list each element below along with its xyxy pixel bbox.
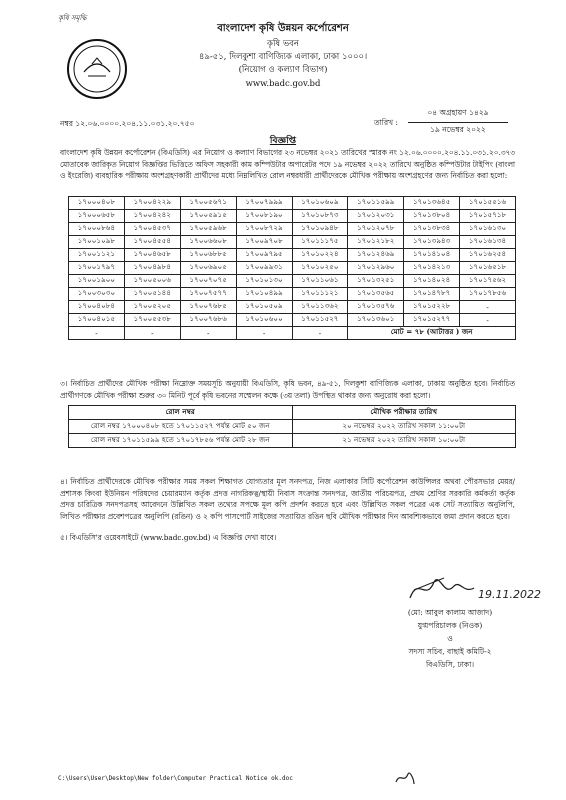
roll-cell: ১৭০১০২২৪: [292, 249, 348, 262]
roll-cell: ১৭০০৫৯১৫: [180, 210, 236, 223]
signatory-conj: ও: [447, 634, 453, 643]
roll-cell: ১৭০০৫২০৫: [124, 301, 180, 314]
roll-cell: ১৭০১৫৫১৬: [460, 197, 516, 210]
roll-row: [69, 197, 516, 210]
roll-cell: ১৭০০৮৭২৯: [236, 223, 292, 236]
roll-cell: ১৭০১২৪৬৯: [348, 249, 404, 262]
roll-cell: ১৭০০৯৭০৮: [236, 236, 292, 249]
roll-cell: ১৭০০৯৯৩১: [236, 262, 292, 275]
schedule-table: [68, 405, 516, 448]
signatory-name: (মো: আবুল কালাম আজাদ): [407, 608, 493, 617]
roll-cell: ১৭০১২১৮২: [348, 236, 404, 249]
roll-row: [69, 210, 516, 223]
initials-mark: [394, 770, 416, 786]
website-link[interactable]: www.badc.gov.bd: [245, 79, 321, 89]
roll-cell: ১৭০১৩৮৩৪: [404, 223, 460, 236]
roll-cell: ১৭০০৭৬৮৬: [180, 314, 236, 327]
roll-total-dash: -: [180, 327, 236, 340]
schedule-header-roll: রোল নম্বর: [69, 406, 293, 420]
roll-cell: ১৭০০৪২২৯: [124, 197, 180, 210]
roll-row: [69, 249, 516, 262]
roll-cell: ১৭০০১৯০০: [69, 275, 125, 288]
roll-cell: ১৭০০৪২৪২: [124, 210, 180, 223]
roll-row: [69, 223, 516, 236]
schedule-date: ২১ নভেম্বর ২০২২ তারিখ সকাল ১০:০০টা: [292, 434, 516, 448]
roll-cell: ১৭০১২০৩১: [348, 210, 404, 223]
roll-total: মোট = ৭৮ (আটাত্তর ) জন: [348, 327, 516, 340]
roll-cell: ১৭০০৯৭৯৫: [236, 249, 292, 262]
roll-cell: ১৭০১১৩৬২: [292, 301, 348, 314]
roll-total-dash: -: [124, 327, 180, 340]
roll-cell: ১৭০১৭৫৬২: [460, 275, 516, 288]
roll-cell: ১৭০০৮১৯০: [236, 210, 292, 223]
roll-row: [69, 301, 516, 314]
roll-row: [69, 314, 516, 327]
handwritten-signature: [404, 568, 544, 608]
file-path-footer: C:\Users\User\Desktop\New folder\Computer Practical Notice ok.doc: [58, 775, 293, 782]
signatory-role: সদস্য সচিব, বাছাই কমিটি-২: [408, 647, 492, 656]
roll-cell: ১৭০১১১৭৫: [292, 236, 348, 249]
roll-cell: ১৭০০১১২১: [69, 249, 125, 262]
roll-cell: ১৭০১০১৩০: [236, 275, 292, 288]
roll-cell: ১৭০০৫১৪৪: [124, 288, 180, 301]
date-divider: [408, 122, 508, 123]
motto: কৃষি সমৃদ্ধি: [58, 14, 87, 22]
roll-cell: ১৭০০১৭৯৭: [69, 262, 125, 275]
roll-cell: ১৭০০৪০১৫: [69, 314, 125, 327]
roll-cell: ১৭০১৬৫১৮: [460, 262, 516, 275]
roll-cell: ১৭০১০৬০০: [236, 314, 292, 327]
department: (নিয়োগ ও কল্যাণ বিভাগ): [238, 65, 328, 75]
para-4: ৪। নির্বাচিত প্রার্থীদেরকে মৌখিক পরীক্ষার সময় সকল শিক্ষাগত যোগ্যতার মূল সনদপত্র, নিজ এলাকার সিটি কর্পোরেশন কাউন্সিলর অথবা পৌরসভার মেয়র/প্রশাসক কিংবা ইউনিয়ন পরিষদের চেয়ারম্যান কর্তৃক প্রদত্ত নাগরিকত্ব/স্থায়ী নিবাস সংক্রান্ত সনদপত্র, জাতীয় পরিচয়পত্র, প্রথম শ্রেণির সরকারি কর্মকর্তা কর্তৃক প্রদত্ত চারিত্রিক সনদপত্রসহ আবেদনে উল্লিখিত সকল তথ্যের সপক্ষে মূল কপি প্রদর্শন করতে হবে এবং উল্লিখিত সকল পত্রের এক সেট সত্যায়িত অনুলিপি, লিখিত পরীক্ষার প্রবেশপত্রের অনুলিপি (রঙিন) ও ২ কপি পাসপোর্ট সাইজের সত্যায়িত রঙিন ছবি মৌখিক পরীক্ষার দিন আবশ্যিকভাবে জমা প্রদান করতে হবে।: [60, 477, 515, 521]
roll-cell: ১৭০১৩৬০১: [348, 314, 404, 327]
roll-cell: ১৭০১১০৬১: [292, 275, 348, 288]
signature-date: 19.11.2022: [478, 588, 541, 601]
notice-title: বিজ্ঞপ্তি: [269, 136, 297, 146]
roll-cell: ১৭০০১০৯৮: [69, 236, 125, 249]
roll-cell: ১৭০১৪৭৮৭: [404, 288, 460, 301]
roll-cell: ১৭০০৫০০৬: [124, 275, 180, 288]
schedule-header-date: মৌখিক পরীক্ষার তারিখ: [292, 406, 516, 420]
roll-cell: ১৭০১২৯৬০: [348, 262, 404, 275]
schedule-roll-range: রোল নম্বর ১৭০০০৪০৮ হতে ১৭০১১৫২৭ পর্যন্ত মোট ৫০ জন: [69, 420, 293, 434]
intro-paragraph: বাংলাদেশ কৃষি উন্নয়ন কর্পোরেশন (বিএডিসি) এর নিয়োগ ও কল্যাণ বিভাগের ২৩ নভেম্বর ২০২১ তারিখের স্মারক নং ১২.০৬.০০০০.২০৪.১১.০৩১.২০.৩৭৩ মোতাবেক জারিকৃত নিয়োগ বিজ্ঞপ্তির ভিত্তিতে অফিস সহকারী কাম কম্পিউটার অপারেটর পদে ১৯ নভেম্বর ২০২২ তারিখে অনুষ্ঠিত কম্পিউটার টাইপিং (বাংলা ও ইংরেজি) ব্যবহারিক পরীক্ষায় অংশগ্রহণকারী প্রার্থীদের মধ্যে নিম্নলিখিত রোল নম্বরধারী প্রার্থীদেরকে মৌখিক পরীক্ষায় অংশগ্রহণের জন্য নির্বাচিত করা হলো:: [60, 148, 515, 180]
roll-cell: ১৭০০৭৬৮৫: [180, 301, 236, 314]
roll-cell: ১৭০০৪৫৩৭: [124, 223, 180, 236]
roll-cell: ১৭০১৩৫৭৬: [348, 301, 404, 314]
signatory-office: বিএডিসি, ঢাকা।: [425, 660, 475, 669]
roll-cell: ১৭০১৩৯৪৩: [404, 236, 460, 249]
date-english: ১৯ নভেম্বর ২০২২: [430, 125, 486, 134]
roll-cell: ১৭০১৬১৩০: [460, 223, 516, 236]
roll-cell: ১৭০০৫৫৩৮: [124, 314, 180, 327]
roll-total-dash: -: [69, 327, 125, 340]
roll-table-body: [69, 197, 516, 340]
roll-cell: ১৭০০০৮৬৪: [69, 223, 125, 236]
roll-cell: ১৭০১০৫০৯: [236, 301, 292, 314]
roll-total-dash: -: [292, 327, 348, 340]
schedule-header-row: [69, 406, 516, 420]
building-name: কৃষি ভবন: [267, 39, 299, 49]
roll-cell: ১৭০১৩৬৪৫: [404, 197, 460, 210]
roll-cell: ১৭০০৫৯৬৮: [180, 223, 236, 236]
roll-cell: ১৭০০৭৯৯৯: [236, 197, 292, 210]
roll-cell: ১৭০০০৪০৮: [69, 197, 125, 210]
roll-cell: -: [460, 301, 516, 314]
roll-row: [69, 236, 516, 249]
date-bangla: ০৪ অগ্রহায়ণ ১৪২৯: [427, 108, 489, 117]
roll-cell: ১৭০১১১২১: [292, 288, 348, 301]
roll-cell: ১৭০১০৯৪৮: [292, 223, 348, 236]
roll-total-row: [69, 327, 516, 340]
address: ৪৯-৫১, দিলকুশা বাণিজ্যিক এলাকা, ঢাকা ১০০০।: [198, 52, 368, 62]
signature-block: [360, 606, 540, 671]
roll-cell: ১৭০০৭৫৭৭: [180, 288, 236, 301]
roll-cell: ১৭০১৬২৫৪: [460, 249, 516, 262]
roll-cell: ১৭০১৪০২৪: [404, 275, 460, 288]
roll-cell: ১৭০০৬৮৮৫: [180, 249, 236, 262]
roll-cell: ১৭০০৪৫৫৪: [124, 236, 180, 249]
roll-cell: ১৭০১৪১০৪: [404, 249, 460, 262]
signatory-designation: যুগ্মপরিচালক (নিওক): [417, 621, 483, 630]
roll-cell: ১৭০১০৬০৯: [292, 197, 348, 210]
roll-cell: ১৭০১১৫৯৯: [348, 197, 404, 210]
roll-total-dash: -: [236, 327, 292, 340]
roll-cell: ১৭০০৫৬৭১: [180, 197, 236, 210]
roll-cell: ১৭০০৪৯৮৪: [124, 262, 180, 275]
roll-cell: ১৭০১০৪৯৯: [236, 288, 292, 301]
roll-cell: ১৭০০৬৬০৮: [180, 236, 236, 249]
date-label: তারিখ :: [374, 118, 398, 127]
roll-cell: ১৭০০৭০৭৫: [180, 275, 236, 288]
roll-cell: ১৭০০৩০৩০: [69, 288, 125, 301]
roll-cell: ১৭০১৭৮৫৬: [460, 288, 516, 301]
para-3: ৩। নির্বাচিত প্রার্থীদের মৌখিক পরীক্ষা নিম্নোক্ত সময়সূচি অনুযায়ী বিএডিসি, কৃষি ভবন, ৪৯-৫১, দিলকুশা বাণিজ্যিক এলাকা, ঢাকায় অনুষ্ঠিত হবে। নির্বাচিত প্রার্থীগণকে মৌখিক পরীক্ষা শুরুর ৩০ মিনিট পূর্বে কৃষি ভবনের সম্মেলন কক্ষে (৩য় তলা) উপস্থিত থাকার জন্য অনুরোধ করা হলো।: [60, 379, 515, 400]
roll-cell: ১৭০১১৫২৭: [292, 314, 348, 327]
roll-cell: ১৭০১৫২৭৭: [404, 314, 460, 327]
roll-cell: ১৭০১৩৫৬৫: [348, 288, 404, 301]
schedule-date: ২০ নভেম্বর ২০২২ তারিখ সকাল ১১:০০টা: [292, 420, 516, 434]
roll-cell: ১৭০০৬৯০৫: [180, 262, 236, 275]
roll-cell: ১৭০১২০৭৮: [348, 223, 404, 236]
roll-cell: -: [460, 314, 516, 327]
roll-row: [69, 275, 516, 288]
roll-cell: ১৭০১০৮৭৩: [292, 210, 348, 223]
roll-cell: ১৭০১৬১৩৪: [460, 236, 516, 249]
roll-cell: ১৭০০৪৬৫৮: [124, 249, 180, 262]
roll-cell: ১৭০০০৬৫৮: [69, 210, 125, 223]
roll-cell: ১৭০১৫৭১৮: [460, 210, 516, 223]
schedule-roll-range: রোল নম্বর ১৭০১১৫৯৯ হতে ১৭০১৭৮৫৬ পর্যন্ত মোট ২৮ জন: [69, 434, 293, 448]
roll-row: [69, 262, 516, 275]
para-5: ৫। বিএডিসি'র ওয়েবসাইটে (www.badc.gov.bd) এ বিজ্ঞপ্তি দেখা যাবে।: [60, 533, 277, 542]
schedule-row: [69, 434, 516, 448]
roll-row: [69, 288, 516, 301]
roll-cell: ১৭০১৫২২৮: [404, 301, 460, 314]
memo-number: নম্বর ১২.০৬.০০০০.২০৪.১১.০৩১.২০.৭৫০: [60, 119, 195, 128]
roll-table: [68, 196, 516, 340]
schedule-row: [69, 420, 516, 434]
org-name: বাংলাদেশ কৃষি উন্নয়ন কর্পোরেশন: [217, 23, 349, 34]
roll-cell: ১৭০১৩২৫১: [348, 275, 404, 288]
roll-cell: ১৭০১৪২১৩: [404, 262, 460, 275]
roll-cell: ১৭০১০২৫০: [292, 262, 348, 275]
roll-cell: ১৭০১৩৮০৪: [404, 210, 460, 223]
roll-cell: ১৭০০৪০৮৪: [69, 301, 125, 314]
